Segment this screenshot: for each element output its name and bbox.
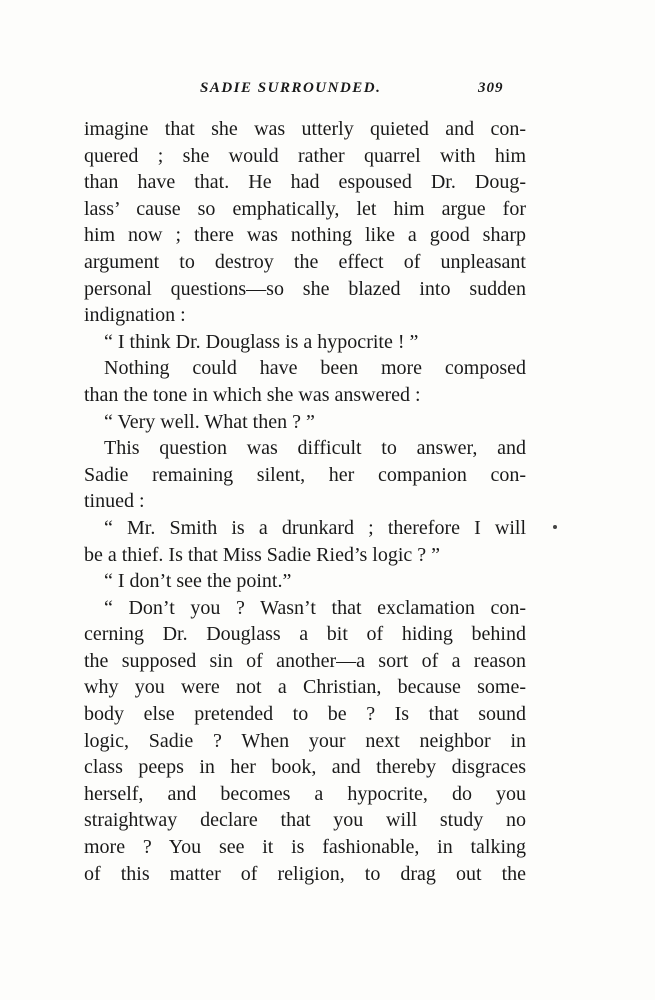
text-line: than the tone in which she was answered :	[84, 383, 421, 406]
text-line: tinued :	[84, 490, 145, 513]
text-line: herself, and becomes a hypocrite, do you	[84, 782, 526, 805]
text-line: more ? You see it is fashionable, in talking	[84, 836, 526, 859]
text-line: lass’ cause so emphatically, let him argue for	[84, 197, 526, 220]
text-line: body else pretended to be ? Is that sound	[84, 703, 526, 726]
text-line: than have that. He had espoused Dr. Doug-	[84, 171, 526, 194]
text-line: “ Don’t you ? Wasn’t that exclamation con-	[104, 596, 526, 619]
page-header	[0, 80, 655, 104]
text-line: class peeps in her book, and thereby disgraces	[84, 756, 526, 779]
text-line: why you were not a Christian, because some-	[84, 676, 526, 699]
text-line: cerning Dr. Douglass a bit of hiding behind	[84, 623, 526, 646]
text-line: him now ; there was nothing like a good sharp	[84, 224, 526, 247]
text-line: logic, Sadie ? When your next neighbor in	[84, 729, 526, 752]
text-line: of this matter of religion, to drag out the	[84, 862, 526, 885]
page-number: 309	[478, 80, 504, 96]
text-line: “ I think Dr. Douglass is a hypocrite ! ”	[104, 330, 419, 353]
text-line: the supposed sin of another—a sort of a reason	[84, 649, 526, 672]
text-line: be a thief. Is that Miss Sadie Ried’s logic ? ”	[84, 543, 441, 566]
text-line: “ Mr. Smith is a drunkard ; therefore I will	[104, 516, 526, 539]
text-line: straightway declare that you will study no	[84, 809, 526, 832]
text-line: Nothing could have been more composed	[104, 357, 526, 380]
text-line: argument to destroy the effect of unpleasant	[84, 250, 526, 273]
text-line: quered ; she would rather quarrel with him	[84, 144, 526, 167]
text-line: This question was difficult to answer, and	[104, 437, 526, 460]
text-line: Sadie remaining silent, her companion con-	[84, 463, 526, 486]
text-line: personal questions—so she blazed into sudden	[84, 277, 526, 300]
ink-speck	[553, 525, 557, 529]
text-line: “ I don’t see the point.”	[104, 570, 292, 593]
running-head: SADIE SURROUNDED.	[200, 80, 382, 96]
body-text	[84, 116, 526, 887]
text-line: “ Very well. What then ? ”	[104, 410, 315, 433]
text-line: imagine that she was utterly quieted and con-	[84, 118, 526, 140]
text-line: indignation :	[84, 304, 186, 327]
